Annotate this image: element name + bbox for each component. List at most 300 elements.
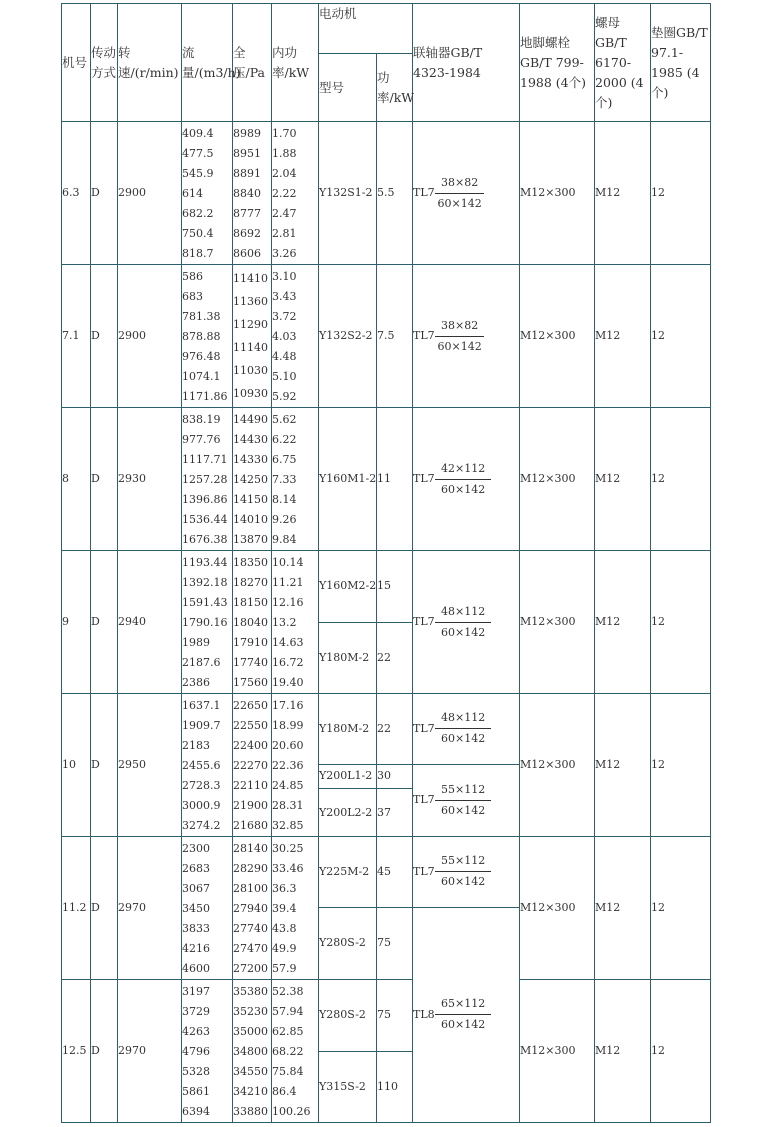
bolt-spec: M12×300: [520, 265, 595, 408]
header-model-no: 机号: [62, 4, 91, 122]
nut-spec: M12: [595, 265, 651, 408]
coupling-bore-top: 65×112: [435, 994, 491, 1015]
power-list-value: 18.99: [272, 719, 304, 732]
flow-list-value: 977.76: [182, 433, 221, 446]
power-list-value: 39.4: [272, 902, 297, 915]
flow-list-value: 3067: [182, 882, 210, 895]
coupling-fraction: [435, 459, 491, 500]
pressure-list-value: 8777: [233, 207, 261, 220]
power-list-value: 52.38: [272, 985, 304, 998]
pressure-list-value: 33880: [233, 1105, 268, 1118]
power-list-value: 16.72: [272, 656, 304, 669]
power-list-value: 8.14: [272, 493, 297, 506]
flow-list-value: 614: [182, 187, 203, 200]
drive-type: D: [91, 837, 118, 980]
pressure-list-value: 27200: [233, 962, 268, 975]
washer-spec: 12: [651, 694, 711, 837]
flow-list-value: 3274.2: [182, 819, 221, 832]
flow-list-value: 2187.6: [182, 656, 221, 669]
pressure-list-value: 8891: [233, 167, 261, 180]
pressure-list-value: 17910: [233, 636, 268, 649]
coupling-cell: [413, 551, 520, 694]
flow-list-value: 5328: [182, 1065, 210, 1078]
motor-type: Y180M-2: [319, 622, 377, 694]
pressure-list-value: 11030: [233, 364, 268, 377]
table-row: [62, 551, 711, 623]
header-motor-type: 型号: [319, 54, 377, 122]
power-list-value: 3.43: [272, 290, 297, 303]
coupling-spec: [413, 780, 519, 821]
flow-list-value: 1117.71: [182, 453, 228, 466]
header-coupling: 联轴器GB/T 4323-1984: [413, 4, 520, 122]
pressure-list-value: 14430: [233, 433, 268, 446]
flow-list: [182, 408, 233, 551]
power-list-value: 36.3: [272, 882, 297, 895]
coupling-cell: [413, 265, 520, 408]
flow-list-value: 1676.38: [182, 533, 228, 546]
flow-list-value: 1074.1: [182, 370, 221, 383]
fan-spec-table: [61, 3, 711, 1123]
motor-type: Y315S-2: [319, 1051, 377, 1123]
power-list-value: 10.14: [272, 556, 304, 569]
power-list-value: 86.4: [272, 1085, 297, 1098]
pressure-list-value: 22400: [233, 739, 268, 752]
motor-power: 45: [377, 837, 413, 908]
pressure-list-value: 10930: [233, 387, 268, 400]
nut-spec: M12: [595, 408, 651, 551]
power-list-value: 9.26: [272, 513, 297, 526]
coupling-type: TL7: [413, 793, 435, 807]
coupling-fraction: [435, 602, 491, 643]
coupling-type: TL7: [413, 186, 435, 199]
coupling-type: TL8: [413, 1007, 435, 1021]
pressure-list-value: 8840: [233, 187, 261, 200]
pressure-list-value: 14330: [233, 453, 268, 466]
pressure-list-value: 18270: [233, 576, 268, 589]
washer-spec: 12: [651, 837, 711, 980]
pressure-list: [233, 694, 272, 837]
power-list: [272, 408, 319, 551]
speed: 2900: [118, 122, 182, 265]
flow-list-value: 4263: [182, 1025, 210, 1038]
pressure-list-value: 22270: [233, 759, 268, 772]
power-list-value: 2.22: [272, 187, 297, 200]
power-list-value: 28.31: [272, 799, 304, 812]
table-row: [62, 694, 711, 718]
coupling-spec: [413, 316, 519, 357]
pressure-list-value: 34550: [233, 1065, 268, 1078]
bolt-spec: M12×300: [520, 694, 595, 837]
motor-power: 22: [377, 622, 413, 694]
pressure-list-value: 22550: [233, 719, 268, 732]
speed: 2970: [118, 837, 182, 980]
pressure-list-value: 35000: [233, 1025, 268, 1038]
header-motor-power: 功率/kW: [377, 54, 413, 122]
pressure-list-value: 34800: [233, 1045, 268, 1058]
power-list-value: 3.10: [272, 270, 297, 283]
motor-power: 7.5: [377, 265, 413, 408]
coupling-bore-bottom: 60×142: [441, 625, 486, 639]
model-no: 12.5: [62, 980, 91, 1123]
motor-type: Y160M2-2: [319, 551, 377, 623]
power-list-value: 75.84: [272, 1065, 304, 1078]
pressure-list-value: 18350: [233, 556, 268, 569]
flow-list: [182, 265, 233, 408]
coupling-bore-bottom: 60×142: [441, 482, 486, 496]
bolt-spec: M12×300: [520, 122, 595, 265]
flow-list-value: 545.9: [182, 167, 214, 180]
flow-list-value: 4600: [182, 962, 210, 975]
power-list-value: 20.60: [272, 739, 304, 752]
coupling-bore-top: 48×112: [435, 602, 491, 623]
speed: 2940: [118, 551, 182, 694]
coupling-fraction: [435, 851, 491, 892]
coupling-bore-bottom: 60×142: [441, 803, 486, 817]
nut-spec: M12: [595, 551, 651, 694]
flow-list-value: 4216: [182, 942, 210, 955]
bolt-spec: M12×300: [520, 551, 595, 694]
flow-list-value: 3450: [182, 902, 210, 915]
table-row: [62, 408, 711, 551]
flow-list-value: 818.7: [182, 247, 214, 260]
bolt-spec: M12×300: [520, 408, 595, 551]
pressure-list-value: 34210: [233, 1085, 268, 1098]
flow-list-value: 1193.44: [182, 556, 228, 569]
power-list-value: 17.16: [272, 699, 304, 712]
motor-power: 22: [377, 694, 413, 765]
flow-list-value: 409.4: [182, 127, 214, 140]
power-list: [272, 694, 319, 837]
flow-list-value: 2300: [182, 842, 210, 855]
flow-list-value: 750.4: [182, 227, 214, 240]
model-no: 11.2: [62, 837, 91, 980]
coupling-cell: [413, 837, 520, 908]
power-list-value: 2.81: [272, 227, 297, 240]
speed: 2950: [118, 694, 182, 837]
pressure-list-value: 8989: [233, 127, 261, 140]
coupling-cell: [413, 694, 520, 765]
coupling-spec: [413, 459, 519, 500]
washer-spec: 12: [651, 408, 711, 551]
motor-power: 110: [377, 1051, 413, 1123]
bolt-spec: M12×300: [520, 980, 595, 1123]
motor-type: Y280S-2: [319, 907, 377, 980]
power-list-value: 3.72: [272, 310, 297, 323]
power-list-value: 5.92: [272, 390, 297, 403]
drive-type: D: [91, 408, 118, 551]
model-no: 8: [62, 408, 91, 551]
flow-list-value: 2386: [182, 676, 210, 689]
drive-type: D: [91, 265, 118, 408]
pressure-list-value: 11360: [233, 295, 268, 308]
pressure-list: [233, 122, 272, 265]
motor-type: Y280S-2: [319, 980, 377, 1052]
model-no: 6.3: [62, 122, 91, 265]
power-list-value: 14.63: [272, 636, 304, 649]
flow-list-value: 3729: [182, 1005, 210, 1018]
header-speed: 转速/(r/min): [118, 4, 182, 122]
coupling-bore-bottom: 60×142: [441, 732, 486, 746]
header-bolt: 地脚螺栓GB/T 799-1988 (4个): [520, 4, 595, 122]
pressure-list-value: 18150: [233, 596, 268, 609]
coupling-bore-bottom: 60×142: [441, 1018, 486, 1032]
coupling-spec: [413, 708, 519, 749]
power-list-value: 9.84: [272, 533, 297, 546]
power-list-value: 1.70: [272, 127, 297, 140]
power-list-value: 68.22: [272, 1045, 304, 1058]
flow-list-value: 878.88: [182, 330, 221, 343]
coupling-bore-bottom: 60×142: [441, 875, 486, 889]
pressure-list-value: 27470: [233, 942, 268, 955]
coupling-bore-top: 55×112: [435, 851, 491, 872]
flow-list-value: 5861: [182, 1085, 210, 1098]
flow-list-value: 1171.86: [182, 390, 228, 403]
power-list-value: 43.8: [272, 922, 297, 935]
motor-type: Y200L1-2: [319, 764, 377, 789]
pressure-list-value: 35380: [233, 985, 268, 998]
coupling-bore-bottom: 60×142: [437, 196, 482, 210]
flow-list-value: 1989: [182, 636, 210, 649]
coupling-bore-top: 55×112: [435, 780, 491, 801]
header-pressure: 全压/Pa: [233, 4, 272, 122]
table-row: [62, 122, 711, 265]
power-list-value: 12.16: [272, 596, 304, 609]
pressure-list: [233, 980, 272, 1123]
header-washer: 垫圈GB/T 97.1-1985 (4个): [651, 4, 711, 122]
model-no: 9: [62, 551, 91, 694]
power-list-value: 13.2: [272, 616, 297, 629]
motor-type: Y132S2-2: [319, 265, 377, 408]
washer-spec: 12: [651, 122, 711, 265]
motor-power: 5.5: [377, 122, 413, 265]
flow-list-value: 1536.44: [182, 513, 228, 526]
flow-list-value: 3000.9: [182, 799, 221, 812]
drive-type: D: [91, 551, 118, 694]
flow-list-value: 838.19: [182, 413, 221, 426]
coupling-fraction: [435, 780, 491, 821]
table-row: [62, 265, 711, 408]
flow-list-value: 2183: [182, 739, 210, 752]
pressure-list-value: 28100: [233, 882, 268, 895]
coupling-spec: [413, 851, 519, 892]
power-list-value: 62.85: [272, 1025, 304, 1038]
pressure-list-value: 8951: [233, 147, 261, 160]
coupling-bore-top: 42×112: [435, 459, 491, 480]
header-inner-power: 内功率/kW: [272, 4, 319, 122]
drive-type: D: [91, 980, 118, 1123]
flow-list-value: 1257.28: [182, 473, 228, 486]
nut-spec: M12: [595, 694, 651, 837]
flow-list-value: 2683: [182, 862, 210, 875]
power-list-value: 30.25: [272, 842, 304, 855]
power-list: [272, 980, 319, 1123]
washer-spec: 12: [651, 980, 711, 1123]
nut-spec: M12: [595, 837, 651, 980]
flow-list-value: 1591.43: [182, 596, 228, 609]
pressure-list-value: 27740: [233, 922, 268, 935]
coupling-fraction: [435, 316, 484, 357]
motor-power: 37: [377, 789, 413, 837]
coupling-cell: [413, 122, 520, 265]
power-list-value: 3.26: [272, 247, 297, 260]
pressure-list-value: 14010: [233, 513, 268, 526]
coupling-cell: [413, 907, 520, 1123]
motor-type: Y132S1-2: [319, 122, 377, 265]
pressure-list-value: 17560: [233, 676, 268, 689]
flow-list-value: 1392.18: [182, 576, 228, 589]
pressure-list-value: 22650: [233, 699, 268, 712]
pressure-list-value: 27940: [233, 902, 268, 915]
power-list-value: 4.03: [272, 330, 297, 343]
flow-list-value: 1637.1: [182, 699, 221, 712]
header-nut: 螺母GB/T 6170-2000 (4个): [595, 4, 651, 122]
power-list-value: 6.75: [272, 453, 297, 466]
power-list: [272, 551, 319, 694]
flow-list: [182, 837, 233, 980]
motor-power: 11: [377, 408, 413, 551]
flow-list-value: 976.48: [182, 350, 221, 363]
power-list-value: 1.88: [272, 147, 297, 160]
pressure-list: [233, 408, 272, 551]
power-list-value: 7.33: [272, 473, 297, 486]
power-list-value: 24.85: [272, 779, 304, 792]
pressure-list-value: 21900: [233, 799, 268, 812]
table-body: [62, 122, 711, 1123]
power-list: [272, 837, 319, 980]
motor-type: Y160M1-2: [319, 408, 377, 551]
coupling-spec: [413, 994, 519, 1035]
power-list-value: 6.22: [272, 433, 297, 446]
pressure-list-value: 8606: [233, 247, 261, 260]
pressure-list: [233, 551, 272, 694]
coupling-type: TL7: [413, 472, 435, 485]
flow-list: [182, 980, 233, 1123]
pressure-list-value: 21680: [233, 819, 268, 832]
flow-list-value: 3197: [182, 985, 210, 998]
pressure-list-value: 18040: [233, 616, 268, 629]
coupling-type: TL7: [413, 864, 435, 878]
power-list-value: 22.36: [272, 759, 304, 772]
drive-type: D: [91, 122, 118, 265]
flow-list-value: 2728.3: [182, 779, 221, 792]
pressure-list-value: 14150: [233, 493, 268, 506]
coupling-bore-bottom: 60×142: [437, 339, 482, 353]
table-row: [62, 837, 711, 908]
coupling-cell: [413, 764, 520, 837]
pressure-list-value: 11290: [233, 318, 268, 331]
flow-list-value: 1396.86: [182, 493, 228, 506]
coupling-fraction: [435, 173, 484, 214]
flow-list-value: 586: [182, 270, 203, 283]
pressure-list-value: 14490: [233, 413, 268, 426]
pressure-list-value: 14250: [233, 473, 268, 486]
flow-list-value: 1909.7: [182, 719, 221, 732]
power-list-value: 57.9: [272, 962, 297, 975]
power-list: [272, 122, 319, 265]
motor-power: 75: [377, 980, 413, 1052]
model-no: 10: [62, 694, 91, 837]
flow-list-value: 477.5: [182, 147, 214, 160]
power-list-value: 32.85: [272, 819, 304, 832]
coupling-bore-top: 38×82: [435, 316, 484, 337]
nut-spec: M12: [595, 122, 651, 265]
flow-list: [182, 122, 233, 265]
power-list: [272, 265, 319, 408]
power-list-value: 11.21: [272, 576, 304, 589]
flow-list: [182, 551, 233, 694]
power-list-value: 100.26: [272, 1105, 311, 1118]
motor-power: 30: [377, 764, 413, 789]
flow-list-value: 4796: [182, 1045, 210, 1058]
motor-power: 75: [377, 907, 413, 980]
pressure-list: [233, 265, 272, 408]
power-list-value: 2.47: [272, 207, 297, 220]
motor-power: 15: [377, 551, 413, 623]
flow-list: [182, 694, 233, 837]
coupling-fraction: [435, 994, 491, 1035]
flow-list-value: 6394: [182, 1105, 210, 1118]
power-list-value: 5.62: [272, 413, 297, 426]
washer-spec: 12: [651, 551, 711, 694]
power-list-value: 49.9: [272, 942, 297, 955]
coupling-bore-top: 48×112: [435, 708, 491, 729]
pressure-list-value: 8692: [233, 227, 261, 240]
pressure-list: [233, 837, 272, 980]
power-list-value: 57.94: [272, 1005, 304, 1018]
motor-type: Y225M-2: [319, 837, 377, 908]
power-list-value: 19.40: [272, 676, 304, 689]
pressure-list-value: 28140: [233, 842, 268, 855]
coupling-spec: [413, 173, 519, 214]
table-row: [62, 980, 711, 1052]
pressure-list-value: 28290: [233, 862, 268, 875]
pressure-list-value: 22110: [233, 779, 268, 792]
pressure-list-value: 35230: [233, 1005, 268, 1018]
model-no: 7.1: [62, 265, 91, 408]
coupling-spec: [413, 602, 519, 643]
pressure-list-value: 11140: [233, 341, 268, 354]
coupling-type: TL7: [413, 615, 435, 628]
bolt-spec: M12×300: [520, 837, 595, 980]
coupling-type: TL7: [413, 329, 435, 342]
flow-list-value: 2455.6: [182, 759, 221, 772]
speed: 2970: [118, 980, 182, 1123]
motor-type: Y200L2-2: [319, 789, 377, 837]
drive-type: D: [91, 694, 118, 837]
flow-list-value: 683: [182, 290, 203, 303]
flow-list-value: 3833: [182, 922, 210, 935]
pressure-list-value: 13870: [233, 533, 268, 546]
pressure-list-value: 11410: [233, 272, 268, 285]
coupling-cell: [413, 408, 520, 551]
power-list-value: 2.04: [272, 167, 297, 180]
header-motor: 电动机: [319, 4, 413, 54]
flow-list-value: 682.2: [182, 207, 214, 220]
flow-list-value: 781.38: [182, 310, 221, 323]
nut-spec: M12: [595, 980, 651, 1123]
motor-type: Y180M-2: [319, 694, 377, 765]
coupling-type: TL7: [413, 721, 435, 735]
flow-list-value: 1790.16: [182, 616, 228, 629]
pressure-list-value: 17740: [233, 656, 268, 669]
coupling-fraction: [435, 708, 491, 749]
speed: 2900: [118, 265, 182, 408]
coupling-bore-top: 38×82: [435, 173, 484, 194]
header-drive: 传动方式: [91, 4, 118, 122]
power-list-value: 5.10: [272, 370, 297, 383]
power-list-value: 4.48: [272, 350, 297, 363]
washer-spec: 12: [651, 265, 711, 408]
